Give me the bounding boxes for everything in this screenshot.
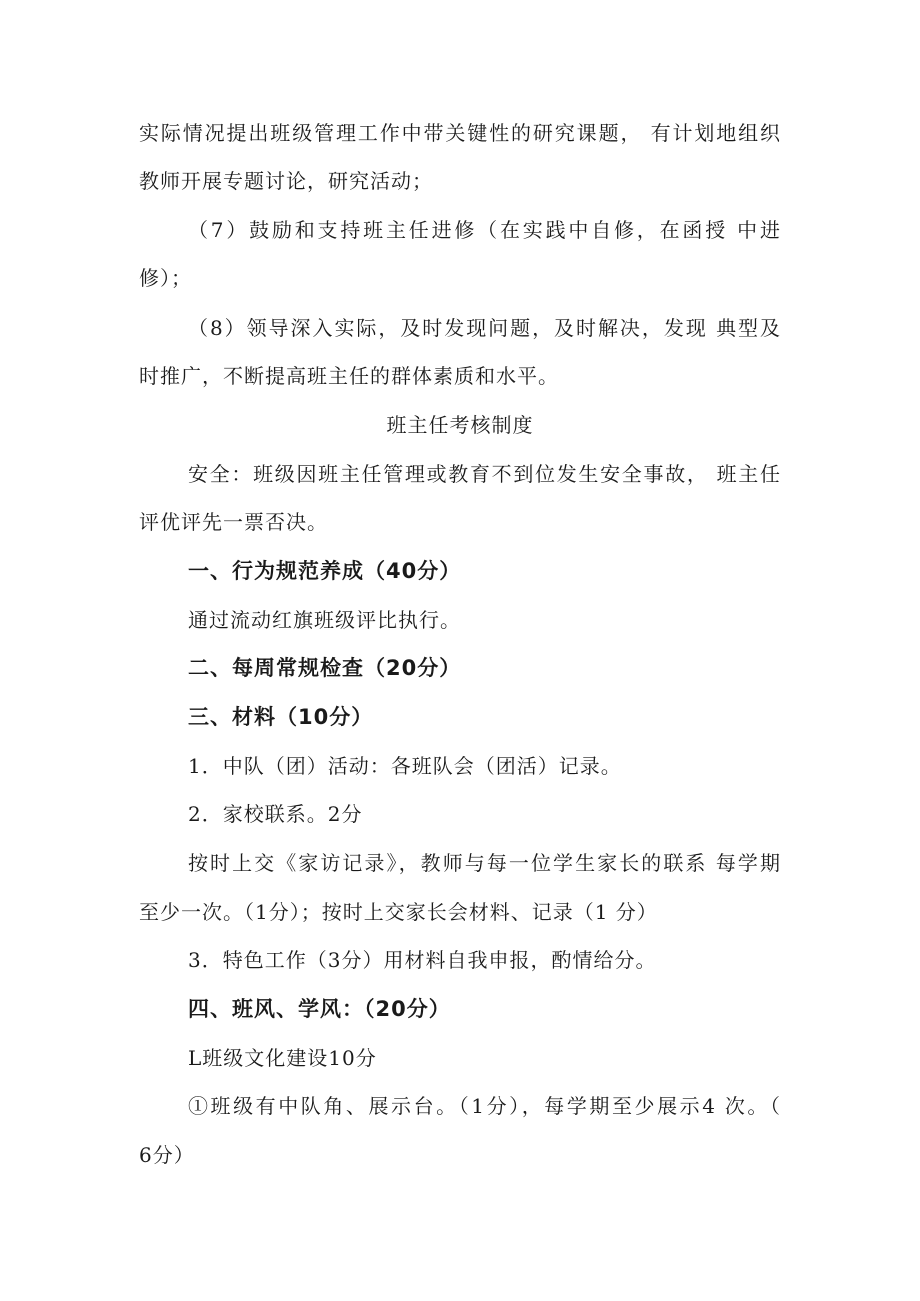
paragraph-line: 时推广，不断提高班主任的群体素质和水平。 (139, 364, 559, 388)
paragraph-line: （7）鼓励和支持班主任进修（在实践中自修，在函授 中进 (188, 218, 781, 242)
list-item: ①班级有中队角、展示台。（1分），每学期至少展示4 次。（ (188, 1094, 781, 1118)
section-heading: 一、行为规范养成（40分） (188, 559, 462, 583)
list-item: 2．家校联系。2分 (188, 802, 363, 826)
section-heading: 二、每周常规检查（20分） (188, 656, 462, 680)
section-heading: 三、材料（10分） (188, 705, 374, 729)
list-item: 3．特色工作（3分）用材料自我申报，酌情给分。 (188, 948, 657, 972)
paragraph-line: 实际情况提出班级管理工作中带关键性的研究课题， 有计划地组织 (139, 121, 781, 145)
paragraph-line: 通过流动红旗班级评比执行。 (188, 608, 461, 632)
paragraph-line: 教师开展专题讨论，研究活动； (139, 169, 433, 193)
paragraph-line: 6分） (139, 1143, 195, 1167)
paragraph-line: （8）领导深入实际，及时发现问题，及时解决，发现 典型及 (188, 316, 781, 340)
section-title: 班主任考核制度 (386, 413, 534, 437)
paragraph-line: 按时上交《家访记录》，教师与每一位学生家长的联系 每学期 (188, 851, 781, 875)
paragraph-line: 评优评先一票否决。 (139, 510, 328, 534)
list-item: L班级文化建设10分 (188, 1046, 377, 1070)
paragraph-line: 至少一次。（1分）；按时上交家长会材料、记录（1 分） (139, 900, 658, 924)
paragraph-line: 安全：班级因班主任管理或教育不到位发生安全事故， 班主任 (188, 462, 781, 486)
list-item: 1．中队（团）活动：各班队会（团活）记录。 (188, 754, 622, 778)
section-heading: 四、班风、学风：（20分） (188, 997, 451, 1021)
paragraph-line: 修）； (139, 266, 192, 290)
